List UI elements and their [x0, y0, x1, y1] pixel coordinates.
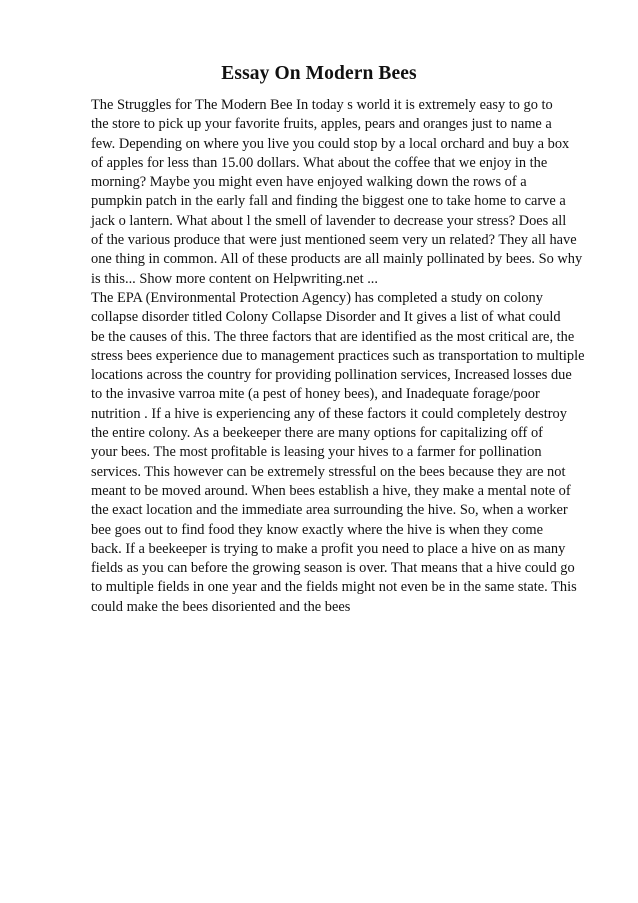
- body-line: the store to pick up your favorite fruits, apples, pears and oranges just to name a: [91, 116, 552, 133]
- body-line: the exact location and the immediate area surrounding the hive. So, when a worker: [91, 502, 568, 519]
- body-line: is this... Show more content on Helpwriting.net ...: [91, 270, 378, 287]
- body-line: to multiple fields in one year and the fields might not even be in the same state. This: [91, 579, 577, 596]
- body-line: your bees. The most profitable is leasing your hives to a farmer for pollination: [91, 444, 542, 461]
- body-line: the entire colony. As a beekeeper there are many options for capitalizing off of: [91, 425, 543, 442]
- body-line: services. This however can be extremely stressful on the bees because they are not: [91, 463, 566, 480]
- body-line: of apples for less than 15.00 dollars. What about the coffee that we enjoy in the: [91, 154, 548, 171]
- body-line: jack o lantern. What about l the smell of lavender to decrease your stress? Does all: [91, 212, 567, 229]
- body-line: pumpkin patch in the early fall and finding the biggest one to take home to carve a: [91, 193, 566, 210]
- body-line: bee goes out to find food they know exactly where the hive is when they come: [91, 521, 543, 538]
- body-line: of the various produce that were just mentioned seem very un related? They all have: [91, 232, 577, 249]
- body-line: The EPA (Environmental Protection Agency) has completed a study on colony: [91, 289, 543, 306]
- body-line: nutrition . If a hive is experiencing any of these factors it could completely destroy: [91, 405, 567, 422]
- body-line: The Struggles for The Modern Bee In today s world it is extremely easy to go to: [91, 97, 553, 113]
- body-line: few. Depending on where you live you could stop by a local orchard and buy a box: [91, 135, 570, 152]
- body-line: back. If a beekeeper is trying to make a profit you need to place a hive on as many: [91, 540, 566, 557]
- body-line: locations across the country for providing pollination services, Increased losses due: [91, 367, 572, 384]
- document-body: [91, 96, 611, 617]
- document-title: Essay On Modern Bees: [221, 63, 417, 84]
- body-line: stress bees experience due to management practices such as transportation to multiple: [91, 347, 585, 364]
- body-line: meant to be moved around. When bees establish a hive, they make a mental note of: [91, 482, 571, 499]
- body-line: could make the bees disoriented and the bees: [91, 598, 351, 615]
- body-line: one thing in common. All of these products are all mainly pollinated by bees. So why: [91, 251, 583, 268]
- body-line: collapse disorder titled Colony Collapse Disorder and It gives a list of what could: [91, 309, 561, 326]
- body-line: morning? Maybe you might even have enjoyed walking down the rows of a: [91, 174, 527, 191]
- body-line: to the invasive varroa mite (a pest of honey bees), and Inadequate forage/poor: [91, 386, 540, 403]
- body-line: be the causes of this. The three factors that are identified as the most critical are, the: [91, 328, 575, 345]
- body-line: fields as you can before the growing season is over. That means that a hive could go: [91, 560, 575, 577]
